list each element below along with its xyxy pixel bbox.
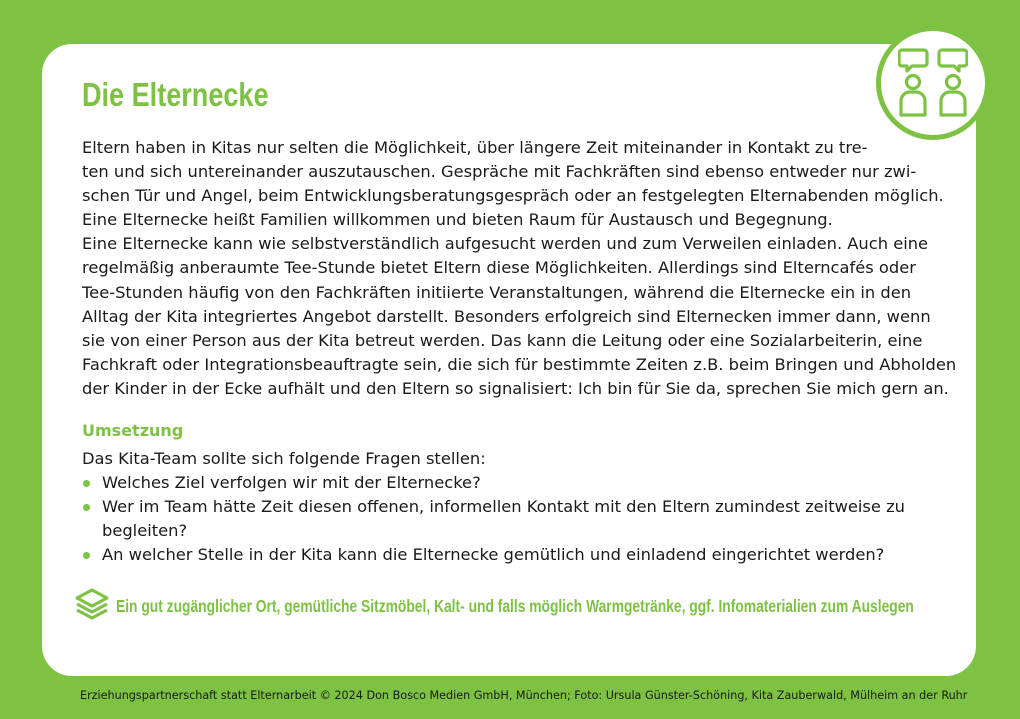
body-line: Fachkraft oder Integrationsbeauftragte sein, die sich für bestimmte Zeiten z.B. beim Bringen und Abholden [82, 354, 957, 374]
bullet-dot [83, 552, 90, 559]
bullet-dot [83, 504, 90, 511]
list-item [82, 543, 962, 567]
list-item [82, 471, 962, 495]
page-title: Die Elternecke [82, 76, 269, 113]
list-item-text: begleiten? [102, 521, 188, 541]
body-paragraph [82, 136, 962, 401]
footer-credits: Erziehungspartnerschaft statt Elternarbeit © 2024 Don Bosco Medien GmbH, München; Foto: Ursula Günster-Schöning, Kita Zauberwald, Mülheim an der Ruhr [80, 689, 968, 702]
stacked-layers-icon [75, 588, 109, 624]
bullet-dot [83, 480, 90, 487]
body-line: Alltag der Kita integriertes Angebot darstellt. Besonders erfolgreich sind Elternecken immer dann, wenn [82, 306, 931, 326]
tip-text: Ein gut zugänglicher Ort, gemütliche Sitzmöbel, Kalt- und falls möglich Warmgetränke, ggf. Infomaterialien zum Auslegen [116, 596, 914, 616]
list-item-text: Wer im Team hätte Zeit diesen offenen, informellen Kontakt mit den Eltern zumindest zeitweise zu [102, 497, 905, 517]
body-line: Eine Elternecke heißt Familien willkommen und bieten Raum für Austausch und Begegnung. [82, 210, 833, 230]
body-line: sie von einer Person aus der Kita betreut werden. Das kann die Leitung oder eine Sozialarbeiterin, eine [82, 330, 923, 350]
body-line: ten und sich untereinander auszutauschen. Gespräche mit Fachkräften sind ebenso entweder nur zwi- [82, 162, 917, 182]
body-line: Eltern haben in Kitas nur selten die Möglichkeit, über längere Zeit miteinander in Kontakt zu tre- [82, 138, 868, 157]
body-line: der Kinder in der Ecke aufhält und den Eltern so signalisiert: Ich bin für Sie da, sprechen Sie mich gern an. [82, 378, 949, 398]
list-item [82, 495, 962, 543]
body-line: regelmäßig anberaumte Tee-Stunde bietet Eltern diese Möglichkeiten. Allerdings sind Elterncafés oder [82, 258, 916, 278]
badge [876, 26, 990, 140]
body-line: Tee-Stunden häufig von den Fachkräften initiierte Veranstaltungen, während die Elternecke ein in den [82, 282, 912, 302]
list-item-text: Welches Ziel verfolgen wir mit der Elternecke? [102, 473, 481, 493]
question-list [82, 471, 962, 567]
body-line: schen Tür und Angel, beim Entwicklungsberatungsgespräch oder an festgelegten Elternabenden möglich. [82, 186, 944, 206]
list-item-text: An welcher Stelle in der Kita kann die Elternecke gemütlich und einladend eingerichtet werden? [102, 545, 885, 565]
section-heading: Umsetzung [82, 421, 184, 440]
body-line: Eine Elternecke kann wie selbstverständlich aufgesucht werden und zum Verweilen einladen. Auch eine [82, 234, 929, 254]
questions-block [82, 447, 962, 567]
two-people-talking-icon [898, 47, 968, 119]
section-intro: Das Kita-Team sollte sich folgende Fragen stellen: [82, 449, 486, 468]
